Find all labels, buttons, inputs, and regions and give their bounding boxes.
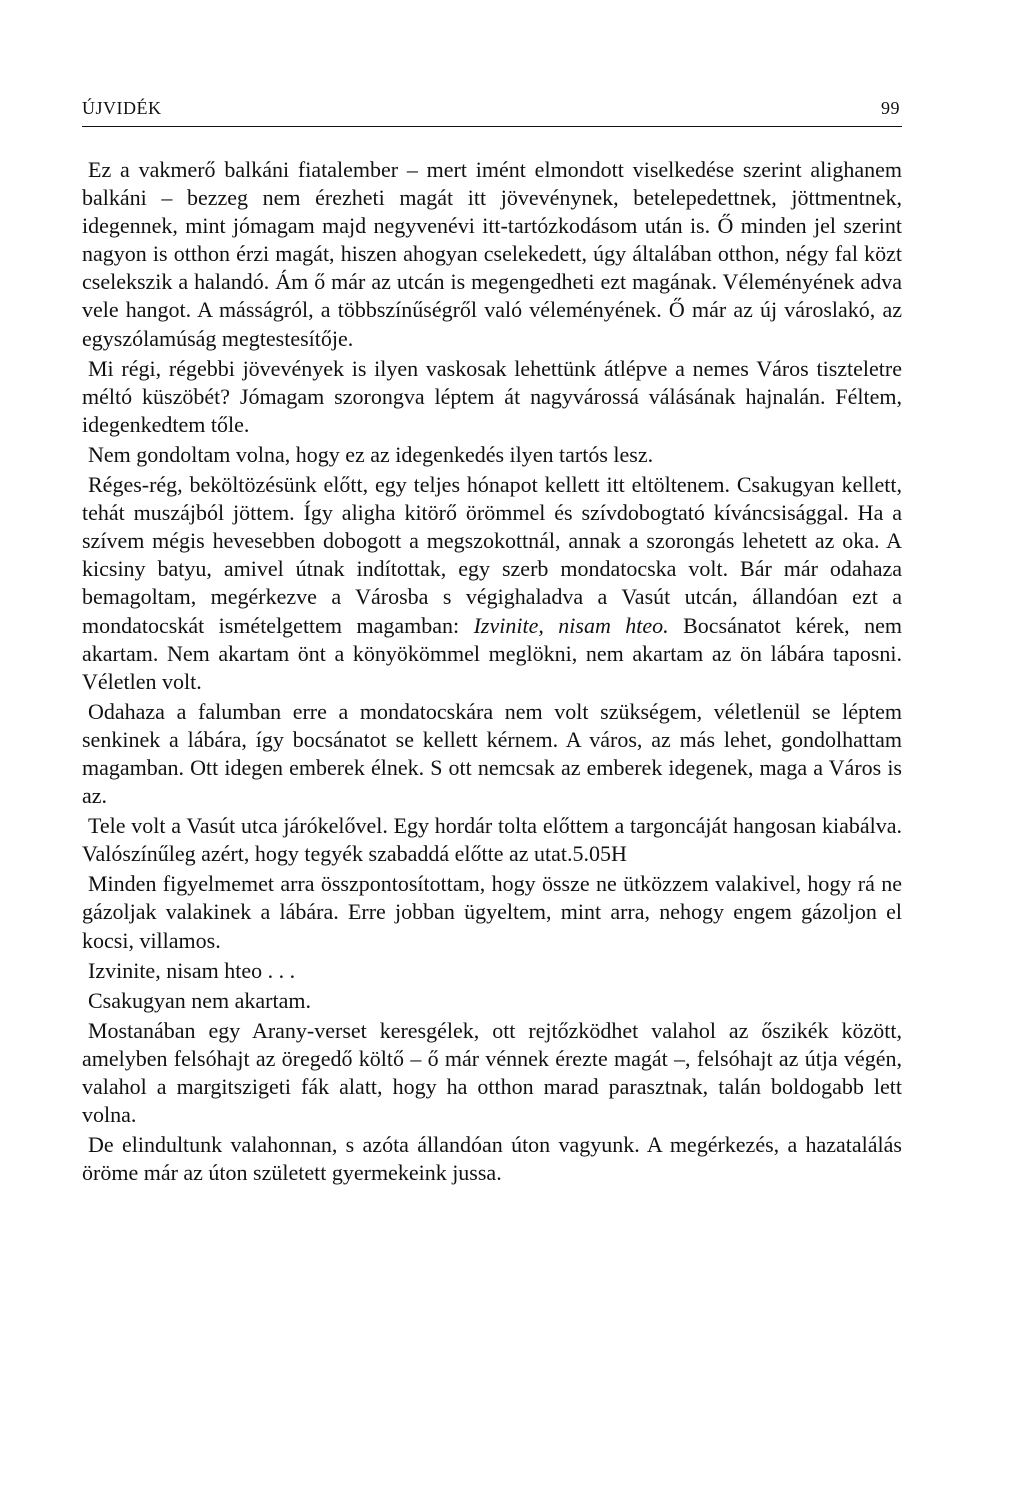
paragraph <box>82 471 902 696</box>
italic-phrase: Izvinite, nisam hteo. <box>473 612 669 638</box>
running-header-title: ÚJVIDÉK <box>82 98 162 118</box>
paragraph <box>82 698 902 810</box>
paragraph-text: Bocsánatot kérek, nem akartam. Nem akartam önt a könyökömmel meglökni, nem akartam az ön lábára taposni. Véletlen volt. <box>82 612 902 694</box>
paragraph-text: De elindultunk valahonnan, s azóta állandóan úton vagyunk. A megérkezés, a hazatalálás öröme már az úton született gyermekeink jussa. <box>82 1132 902 1186</box>
paragraph-text: Nem gondoltam volna, hogy ez az idegenkedés ilyen tartós lesz. <box>88 441 654 467</box>
header-rule <box>82 126 902 127</box>
paragraph <box>82 1131 902 1187</box>
paragraph-text: Mi régi, régebbi jövevények is ilyen vaskosak lehettünk átlépve a nemes Város tiszteletre méltó küszöbét? Jómagam szorongva léptem át nagyvárossá válásának hajnalán. Féltem, idegenkedtem tőle. <box>82 355 902 437</box>
page-number: 99 <box>881 98 900 118</box>
paragraph-text: Tele volt a Vasút utca járókelővel. Egy hordár tolta előttem a targoncáját hangosan kiabálva. Valószínűleg azért, hogy tegyék szabaddá előtte az utat.5.05H <box>82 813 902 867</box>
paragraph <box>82 441 902 469</box>
paragraph-text: Mostanában egy Arany-verset keresgélek, ott rejtőzködhet valahol az őszikék között, amelyben felsóhajt az öregedő költő – ő már vénnek érezte magát –, felsóhajt az útja végén, valahol a margitszigeti fák alatt, hogy ha otthon marad parasztnak, talán boldogabb lett volna. <box>82 1017 902 1128</box>
paragraph <box>82 1017 902 1129</box>
running-header <box>82 98 902 122</box>
body-text <box>82 156 902 1187</box>
paragraph <box>82 355 902 439</box>
paragraph <box>82 870 902 954</box>
paragraph-text: Odahaza a falumban erre a mondatocskára nem volt szükségem, véletlenül se léptem senkinek a lábára, így bocsánatot se kellett kérnem. A város, az más lehet, gondolhattam magamban. Ott idegen emberek élnek. S ott nemcsak az emberek idegenek, maga a Város is az. <box>82 698 902 809</box>
paragraph-text: Izvinite, nisam hteo . . . <box>88 957 296 983</box>
paragraph-text: Csakugyan nem akartam. <box>88 987 311 1013</box>
paragraph-text: Réges-rég, beköltözésünk előtt, egy teljes hónapot kellett itt eltöltenem. Csakugyan kellett, tehát muszájból jöttem. Így aligha kitörő örömmel és szívdobogtató kíváncsisággal. Ha a szívem mégis hevesebben dobogott a megszokottnál, annak a szorongás lehetett az oka. A kicsiny batyu, amivel útnak indítottak, egy szerb mondatocska volt. Bár már odahaza bemagoltam, megérkezve a Városba s végighaladva a Vasút utcán, állandóan ezt a mondatocskát ismételgettem magamban: <box>82 472 902 638</box>
paragraph <box>82 957 902 985</box>
paragraph-text: Ez a vakmerő balkáni fiatalember – mert imént elmondott viselkedése szerint alighanem balkáni – bezzeg nem érezheti magát itt jövevénynek, betelepedettnek, jöttmentnek, idegennek, mint jómagam majd negyvenévi itt-tartózkodásom után is. Ő minden jel szerint nagyon is otthon érzi magát, hiszen ahogyan cselekedett, úgy általában otthon, négy fal közt cselekszik a halandó. Ám ő már az utcán is megengedheti ezt magának. Véleményének adva vele hangot. A másságról, a többszínűségről való véleményének. Ő már az új városlakó, az egyszólamúság megtestesítője. <box>82 157 902 351</box>
paragraph <box>82 812 902 868</box>
paragraph-text: Minden figyelmemet arra összpontosítottam, hogy össze ne ütközzem valakivel, hogy rá ne gázoljak valakinek a lábára. Erre jobban ügyeltem, mint arra, nehogy engem gázoljon el kocsi, villamos. <box>82 871 902 953</box>
paragraph <box>82 987 902 1015</box>
paragraph <box>82 156 902 353</box>
